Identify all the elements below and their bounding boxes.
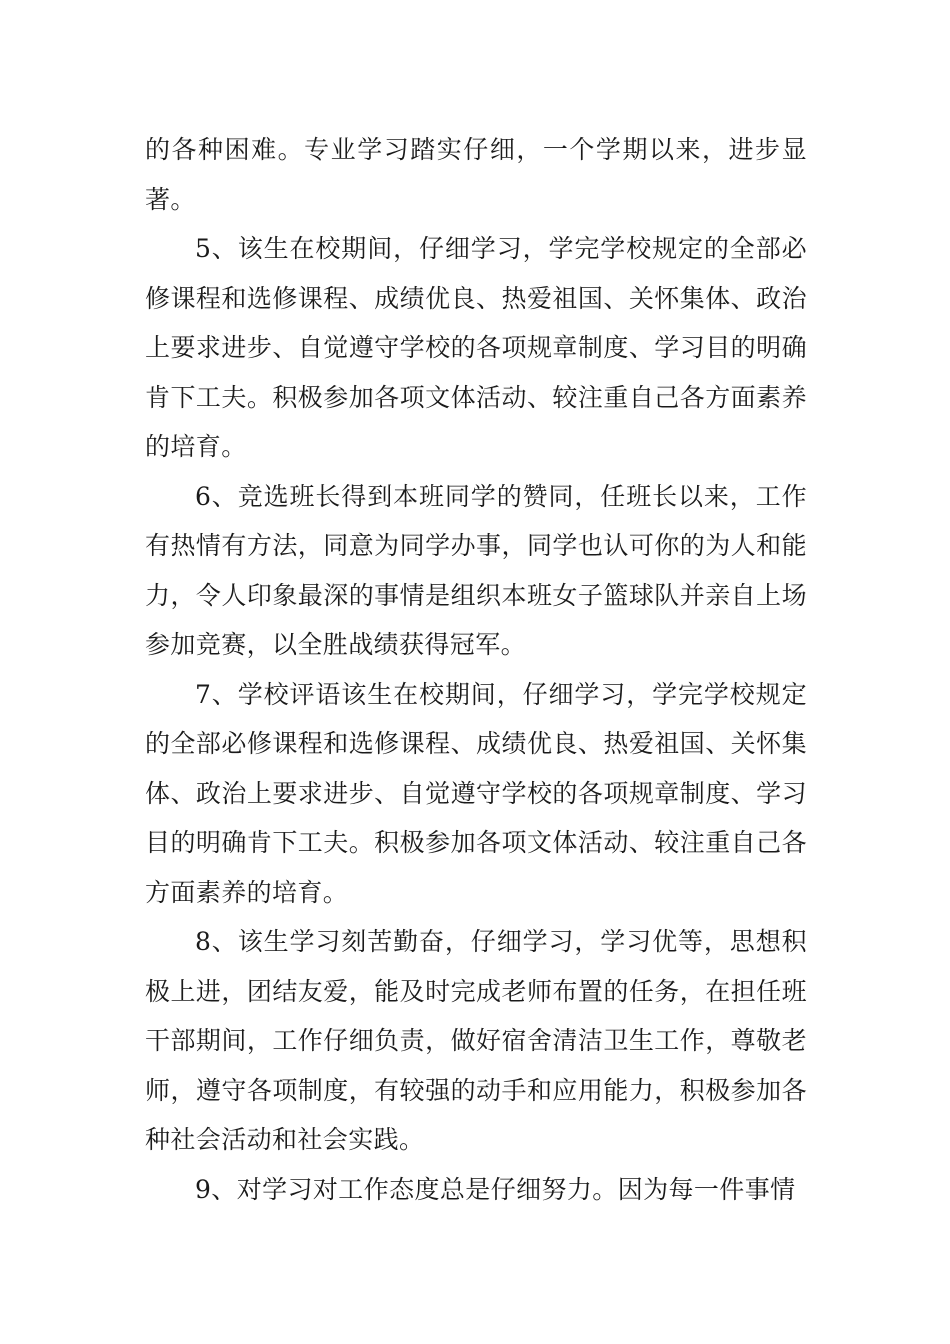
paragraph-item-8: 8、该生学习刻苦勤奋，仔细学习，学习优等，思想积极上进，团结友爱，能及时完成老师布置的任务，在担任班干部期间，工作仔细负责，做好宿舍清洁卫生工作，尊敬老师，遵守各项制度，有较强的动手和应用能力，积极参加各种社会活动和社会实践。 (145, 927, 807, 1154)
paragraph-continuation: 的各种困难。专业学习踏实仔细，一个学期以来，进步显著。 (145, 135, 807, 214)
paragraph-item-7: 7、学校评语该生在校期间，仔细学习，学完学校规定的全部必修课程和选修课程、成绩优良、热爱祖国、关怀集体、政治上要求进步、自觉遵守学校的各项规章制度、学习目的明确肯下工夫。积极参加各项文体活动、较注重自己各方面素养的培育。 (145, 679, 807, 907)
paragraph-item-6: 6、竞选班长得到本班同学的赞同，任班长以来，工作有热情有方法，同意为同学办事，同学也认可你的为人和能力，令人印象最深的事情是组织本班女子篮球队并亲自上场参加竞赛，以全胜战绩获得冠军。 (145, 481, 807, 659)
document-body (145, 125, 807, 1214)
paragraph-item-9: 9、对学习对工作态度总是仔细努力。因为每一件事情 (195, 1174, 796, 1204)
paragraph-item-5: 5、该生在校期间，仔细学习，学完学校规定的全部必修课程和选修课程、成绩优良、热爱祖国、关怀集体、政治上要求进步、自觉遵守学校的各项规章制度、学习目的明确肯下工夫。积极参加各项文体活动、较注重自己各方面素养的培育。 (145, 234, 807, 461)
